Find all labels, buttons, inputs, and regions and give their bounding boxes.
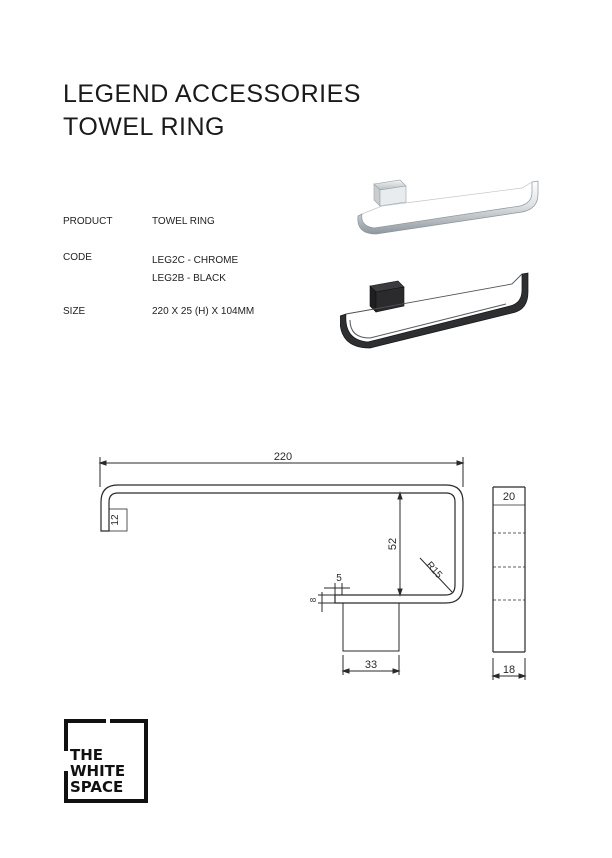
ring-outline <box>101 485 463 603</box>
logo-text-space: SPACE <box>70 778 124 796</box>
brand-logo <box>62 717 150 805</box>
dim-label-220: 220 <box>273 451 293 463</box>
dim-label-5: 5 <box>336 573 342 584</box>
spec-value-size: 220 X 25 (H) X 104MM <box>152 306 255 317</box>
dim-label-8: 8 <box>309 597 318 603</box>
dim-label-r15: R15 <box>423 559 445 581</box>
spec-label-size: SIZE <box>63 306 86 317</box>
title-line-2: TOWEL RING <box>63 113 225 141</box>
spec-label-product: PRODUCT <box>63 216 113 227</box>
spec-label-code: CODE <box>63 252 92 263</box>
code-black: LEG2B - BLACK <box>152 273 226 284</box>
dim-label-52: 52 <box>387 537 399 551</box>
spec-value-product: TOWEL RING <box>152 216 215 227</box>
logo-text-the: THE <box>70 746 104 764</box>
logo-text-white: WHITE <box>70 762 126 780</box>
dim-label-18: 18 <box>502 664 516 676</box>
dim-label-12: 12 <box>110 514 121 526</box>
code-chrome: LEG2C - CHROME <box>152 255 239 266</box>
title-line-1: LEGEND ACCESSORIES <box>63 80 361 108</box>
dim-label-20: 20 <box>502 491 516 503</box>
dim-label-33: 33 <box>364 659 378 671</box>
